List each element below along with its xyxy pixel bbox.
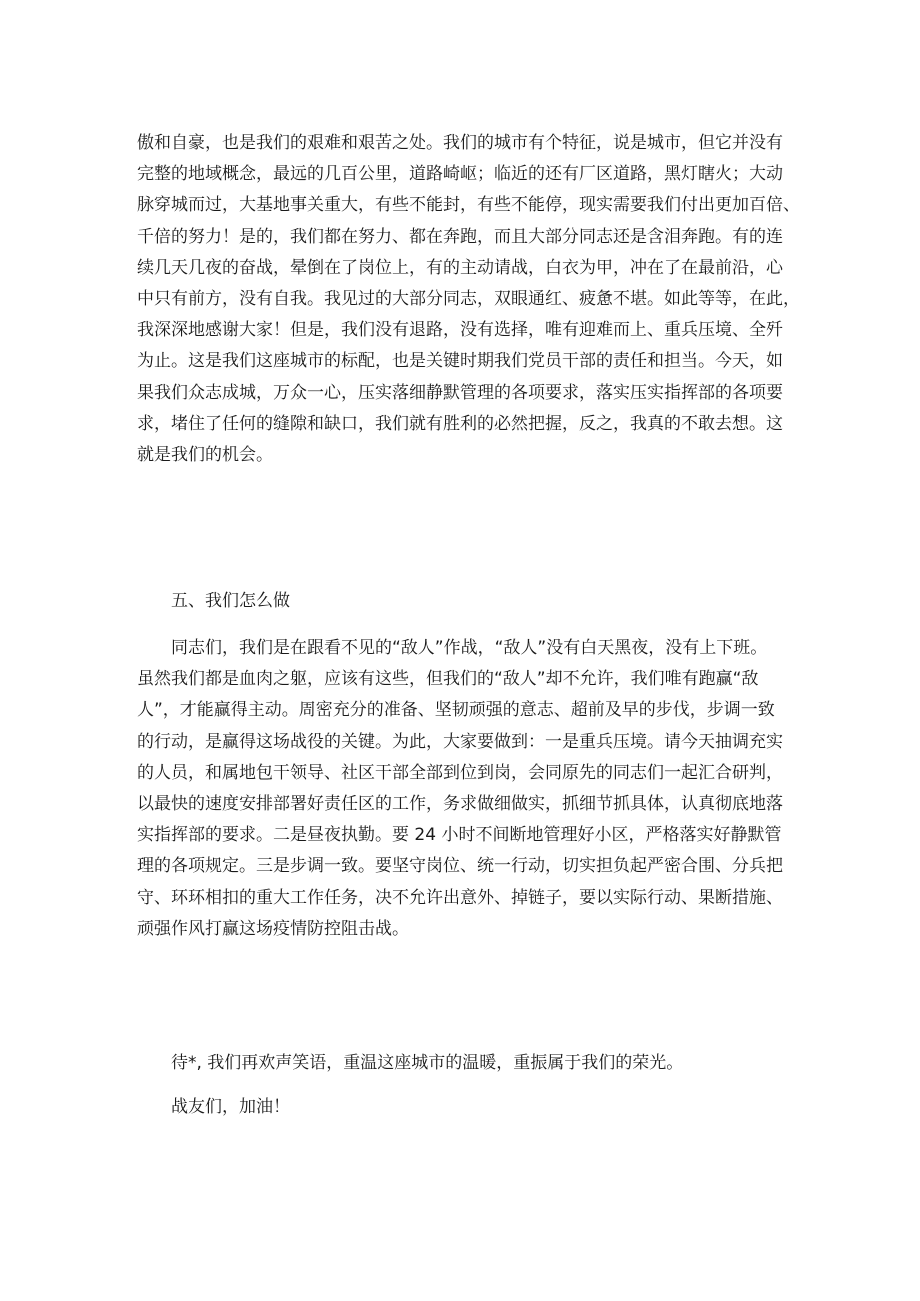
paragraph-1 [137, 128, 800, 471]
paragraph-line: 守、环环相扣的重大工作任务，决不允许出意外、掉链子，要以实际行动、果断措施、 [137, 887, 783, 908]
paragraph-line: 人”，才能赢得主动。周密充分的准备、坚韧顽强的意志、超前及早的步伐，步调一致 [137, 700, 775, 721]
paragraph-line: 虽然我们都是血肉之躯，应该有这些，但我们的“敌人”却不允许，我们唯有跑赢“敌 [137, 669, 759, 690]
paragraph-line: 求，堵住了任何的缝隙和缺口，我们就有胜利的必然把握，反之，我真的不敢去想。这 [137, 413, 783, 434]
paragraph-line: 千倍的努力！是的，我们都在努力、都在奔跑，而且大部分同志还是含泪奔跑。有的连 [137, 226, 783, 247]
paragraph-4 [137, 1092, 797, 1123]
paragraph-line: 同志们，我们是在跟看不见的“敌人”作战，“敌人”没有白天黑夜，没有上下班。 [171, 638, 768, 658]
paragraph-line: 续几天几夜的奋战，晕倒在了岗位上，有的主动请战，白衣为甲，冲在了在最前沿，心 [137, 257, 783, 278]
paragraph-line: 脉穿城而过，大基地事关重大，有些不能封，有些不能停，现实需要我们付出更加百倍、 [137, 195, 800, 216]
paragraph-line: 完整的地域概念，最远的几百公里，道路崎岖；临近的还有厂区道路，黑灯瞎火；大动 [137, 164, 783, 185]
paragraph-line: 我深深地感谢大家！但是，我们没有退路，没有选择，唯有迎难而上、重兵压境、全歼 [137, 320, 783, 341]
closing-line: 战友们，加油！ [171, 1097, 290, 1117]
paragraph-2 [137, 633, 797, 945]
paragraph-line: 理的各项规定。三是步调一致。要坚守岗位、统一行动，切实担负起严密合围、分兵把 [137, 856, 783, 877]
paragraph-line: 中只有前方，没有自我。我见过的大部分同志，双眼通红、疲惫不堪。如此等等，在此， [137, 288, 800, 309]
paragraph-line: 就是我们的机会。 [137, 444, 273, 465]
paragraph-3 [137, 1048, 797, 1079]
paragraph-line: 实指挥部的要求。二是昼夜执勤。要 24 小时不间断地管理好小区，严格落实好静默管 [137, 825, 782, 846]
paragraph-line: 为止。这是我们这座城市的标配，也是关键时期我们党员干部的责任和担当。今天，如 [137, 351, 783, 372]
section-heading [137, 586, 797, 617]
paragraph-line: 傲和自豪，也是我们的艰难和艰苦之处。我们的城市有个特征，说是城市，但它并没有 [137, 133, 783, 153]
paragraph-line: 以最快的速度安排部署好责任区的工作，务求做细做实，抓细节抓具体，认真彻底地落 [137, 793, 783, 814]
paragraph-line: 顽强作风打赢这场疫情防控阻击战。 [137, 918, 409, 939]
paragraph-line: 果我们众志成城，万众一心，压实落细静默管理的各项要求，落实压实指挥部的各项要 [137, 382, 783, 403]
paragraph-line: 的行动，是赢得这场战役的关键。为此，大家要做到：一是重兵压境。请今天抽调充实 [137, 731, 783, 752]
section-5-heading: 五、我们怎么做 [171, 591, 290, 611]
paragraph-line: 的人员，和属地包干领导、社区干部全部到位到岗，会同原先的同志们一起汇合研判， [137, 762, 783, 783]
paragraph-line: 待*, 我们再欢声笑语，重温这座城市的温暖，重振属于我们的荣光。 [171, 1053, 684, 1073]
